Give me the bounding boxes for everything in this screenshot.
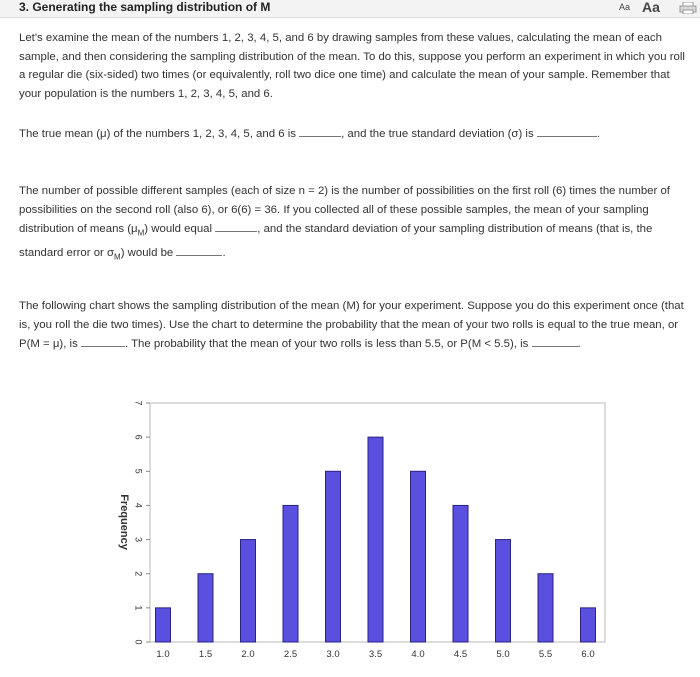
bar <box>368 437 383 642</box>
y-tick-label: 6 <box>133 434 144 440</box>
y-tick-label: 1 <box>133 605 144 611</box>
print-icon[interactable] <box>679 2 697 14</box>
sampling-distribution-chart <box>100 393 700 677</box>
bar <box>581 608 596 642</box>
x-tick-label: 3.5 <box>368 649 383 660</box>
y-tick-label: 2 <box>133 571 144 577</box>
question-2 <box>19 182 691 267</box>
x-tick-label: 4.0 <box>411 649 425 660</box>
bar <box>283 505 298 642</box>
x-tick-label: 1.5 <box>198 649 213 660</box>
bar <box>538 574 553 642</box>
x-tick-label: 5.0 <box>496 649 510 660</box>
question-1 <box>19 124 691 144</box>
true-sd-answer-blank[interactable] <box>537 124 597 137</box>
true-mean-answer-blank[interactable] <box>299 124 341 137</box>
bar <box>453 505 468 642</box>
q1-text-3: . <box>596 128 600 140</box>
bar <box>496 540 511 642</box>
intro-paragraph: Let's examine the mean of the numbers 1, 2, 3, 4, 5, and 6 by drawing samples from these values, calculating the mean of each sample, and then considering the sampling distribution of the mean. To do this, suppose you perform an experiment in which you roll a regular die (six-sided) two times (or equivalently, roll two dice one time) and calculate the mean of your sample. Remember that your population is the numbers 1, 2, 3, 4, 5, and 6. <box>19 32 685 100</box>
question-header <box>0 0 700 18</box>
x-tick-label: 3.0 <box>326 649 340 660</box>
y-tick-label: 0 <box>133 639 144 645</box>
q2-text-4: ) would be <box>120 247 174 260</box>
bar <box>411 471 426 642</box>
prob-equal-true-mean-answer-blank[interactable] <box>81 334 125 347</box>
q1-text-1: The true mean (μ) of the numbers 1, 2, 3, 4, 5, and 6 is <box>19 128 296 140</box>
question-3 <box>19 297 691 354</box>
y-axis-label: Frequency <box>118 494 131 550</box>
y-tick-label: 7 <box>133 400 144 406</box>
y-tick-label: 3 <box>133 537 144 543</box>
x-tick-label: 2.0 <box>241 649 255 660</box>
q2-text-1: The number of possible different samples (each of size n = 2) is the number of possibilities on the first roll (6) times the number of possibilities on the second roll (also 6), or 6(6) = 36. If you collected all of these possible samples, the mean of your sampling distribution of means (μ <box>19 185 670 236</box>
mean-of-means-answer-blank[interactable] <box>215 219 257 232</box>
q3-text-3: . <box>577 338 581 351</box>
x-tick-label: 5.5 <box>538 649 553 660</box>
q2-text-2: ) would equal <box>144 223 213 236</box>
x-tick-label: 1.0 <box>156 649 170 660</box>
q2-subscript-2: M <box>114 252 121 262</box>
q2-text-3: , and the standard deviation of your sampling distribution of means (that is, the standard error or σ <box>19 223 653 260</box>
q2-subscript-1: M <box>137 228 145 238</box>
bar <box>326 471 341 642</box>
x-tick-label: 2.5 <box>283 649 298 660</box>
prob-less-than-5-5-answer-blank[interactable] <box>532 334 578 347</box>
decrease-font-button[interactable]: Aa <box>619 2 631 12</box>
bar <box>156 608 171 642</box>
q1-text-2: , and the true standard deviation (σ) is <box>341 128 534 140</box>
question-title: 3. Generating the sampling distribution of M <box>19 0 271 14</box>
y-tick-label: 4 <box>133 502 144 508</box>
q2-text-5: . <box>222 247 226 260</box>
q3-text-1: The following chart shows the sampling distribution of the mean (M) for your experiment. Suppose you do this experiment once (that is, you roll the die two times). Use the chart to determine the probability that the mean of your two rolls is equal to the true mean, or P(M = μ), is <box>19 300 684 351</box>
x-tick-label: 4.5 <box>453 649 468 660</box>
increase-font-button[interactable]: Aa <box>642 0 660 15</box>
bar <box>241 540 256 642</box>
q3-text-2: . The probability that the mean of your two rolls is less than 5.5, or P(M < 5.5), is <box>124 338 529 351</box>
standard-error-answer-blank[interactable] <box>176 243 222 256</box>
x-tick-label: 6.0 <box>581 649 595 660</box>
bar <box>198 574 213 642</box>
y-tick-label: 5 <box>133 468 144 474</box>
